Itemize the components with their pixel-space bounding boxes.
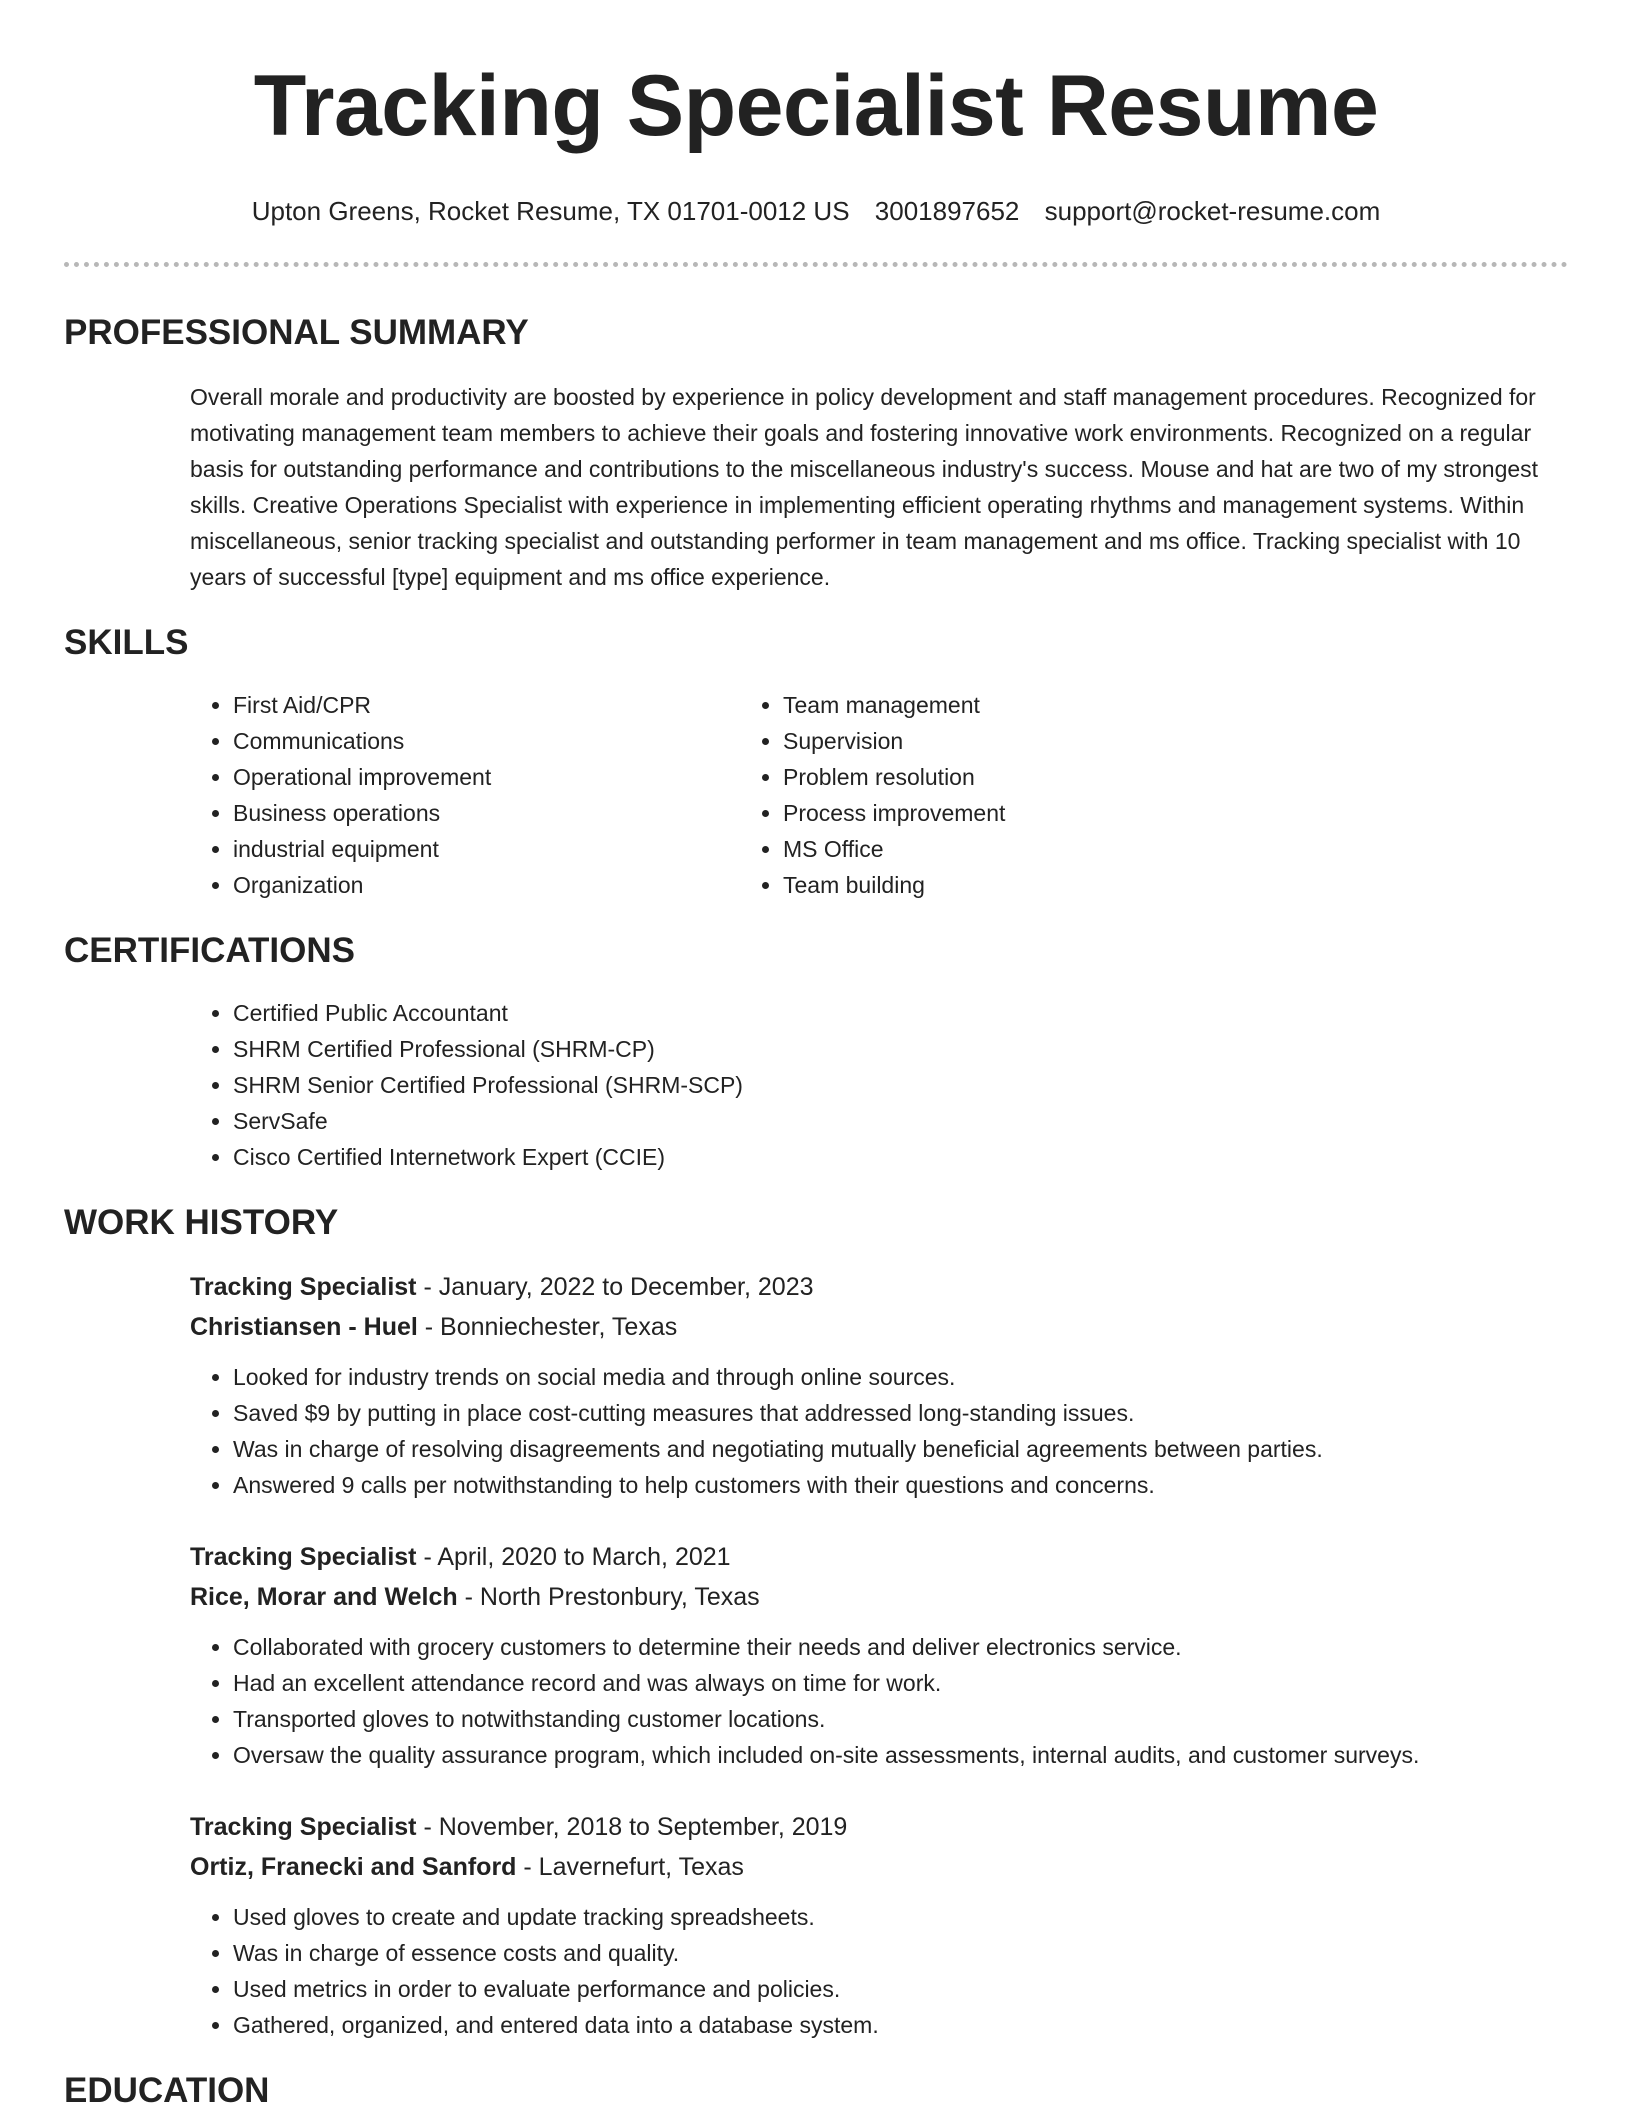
- job-entry: [190, 1267, 1568, 1503]
- education-section: [64, 2069, 1568, 2113]
- certification-item: • SHRM Senior Certified Professional (SHRM-SCP): [233, 1067, 1568, 1103]
- job-dates: January, 2022 to December, 2023: [438, 1273, 814, 1301]
- job-bullet: • Saved $9 by putting in place cost-cutting measures that addressed long-standing issues.: [233, 1395, 1568, 1431]
- job-bullet: • Answered 9 calls per notwithstanding to help customers with their questions and concerns.: [233, 1467, 1568, 1503]
- job-bullet: • Looked for industry trends on social media and through online sources.: [233, 1359, 1568, 1395]
- skill-item: • MS Office: [783, 831, 1005, 867]
- skills-list-right: [744, 687, 1005, 903]
- job-dates: April, 2020 to March, 2021: [437, 1543, 731, 1571]
- job-company-line: [190, 1577, 1568, 1617]
- job-role: Tracking Specialist: [190, 1273, 417, 1301]
- certification-item: • Certified Public Accountant: [233, 995, 1568, 1031]
- job-role-line: [190, 1537, 1568, 1577]
- contact-line: [64, 194, 1568, 228]
- skill-item: • Communications: [233, 723, 744, 759]
- certification-item: • Cisco Certified Internetwork Expert (CCIE): [233, 1139, 1568, 1175]
- separator: -: [417, 1313, 441, 1341]
- skill-item: • Operational improvement: [233, 759, 744, 795]
- job-company-line: [190, 1847, 1568, 1887]
- contact-phone: 3001897652: [874, 196, 1020, 226]
- separator: -: [416, 1273, 439, 1301]
- job-bullet: • Was in charge of resolving disagreements and negotiating mutually beneficial agreements between parties.: [233, 1431, 1568, 1467]
- separator: -: [416, 1813, 439, 1841]
- certifications-section: [64, 929, 1568, 1175]
- certification-item: • ServSafe: [233, 1103, 1568, 1139]
- job-role: Tracking Specialist: [190, 1813, 417, 1841]
- resume-title: Tracking Specialist Resume: [253, 58, 1379, 154]
- certifications-list: [64, 995, 1568, 1175]
- skills-grid: [64, 687, 1568, 903]
- separator: -: [516, 1853, 539, 1881]
- skills-column-left: [64, 687, 744, 903]
- certifications-heading: CERTIFICATIONS: [64, 931, 356, 970]
- skill-item: • First Aid/CPR: [233, 687, 744, 723]
- contact-email: support@rocket-resume.com: [1044, 196, 1381, 226]
- job-location: Bonniechester, Texas: [440, 1313, 678, 1341]
- job-bullets: [190, 1899, 1568, 2043]
- skill-item: • Business operations: [233, 795, 744, 831]
- skill-item: • industrial equipment: [233, 831, 744, 867]
- separator: -: [457, 1583, 480, 1611]
- skills-list-left: [64, 687, 744, 903]
- job-company-line: [190, 1307, 1568, 1347]
- job-bullet: • Used metrics in order to evaluate performance and policies.: [233, 1971, 1568, 2007]
- job-bullet: • Used gloves to create and update tracking spreadsheets.: [233, 1899, 1568, 1935]
- job-role-line: [190, 1807, 1568, 1847]
- skill-item: • Problem resolution: [783, 759, 1005, 795]
- work-history-heading: WORK HISTORY: [64, 1203, 339, 1242]
- job-bullet: • Had an excellent attendance record and was always on time for work.: [233, 1665, 1568, 1701]
- summary-heading: PROFESSIONAL SUMMARY: [64, 313, 529, 352]
- job-bullets: [190, 1359, 1568, 1503]
- job-company: Rice, Morar and Welch: [190, 1583, 458, 1611]
- work-history-section: [64, 1201, 1568, 2043]
- job-bullet: • Gathered, organized, and entered data into a database system.: [233, 2007, 1568, 2043]
- job-role: Tracking Specialist: [190, 1543, 417, 1571]
- summary-text: Overall morale and productivity are boosted by experience in policy development and staff management procedures. Recognized for motivating management team members to achieve their goals and fostering innovative work environments. Recognized on a regular basis for outstanding performance and contributions to the miscellaneous industry's success. Mouse and hat are two of my strongest skills. Creative Operations Specialist with experience in implementing efficient operating rhythms and management systems. Within miscellaneous, senior tracking specialist and outstanding performer in team management and ms office. Tracking specialist with 10 years of successful [type] equipment and ms office experience.: [190, 384, 1539, 590]
- skills-heading: SKILLS: [64, 623, 189, 662]
- skills-column-right: [744, 687, 1005, 903]
- job-dates: November, 2018 to September, 2019: [438, 1813, 848, 1841]
- skill-item: • Process improvement: [783, 795, 1005, 831]
- contact-address: Upton Greens, Rocket Resume, TX 01701-0012 US: [251, 196, 850, 226]
- skill-item: • Supervision: [783, 723, 1005, 759]
- job-role-line: [190, 1267, 1568, 1307]
- separator: -: [416, 1543, 438, 1571]
- job-bullets: [190, 1629, 1568, 1773]
- job-location: North Prestonbury, Texas: [479, 1583, 760, 1611]
- skills-section: [64, 621, 1568, 903]
- certification-item: • SHRM Certified Professional (SHRM-CP): [233, 1031, 1568, 1067]
- job-bullet: • Was in charge of essence costs and quality.: [233, 1935, 1568, 1971]
- job-bullet: • Transported gloves to notwithstanding customer locations.: [233, 1701, 1568, 1737]
- job-company: Christiansen - Huel: [190, 1313, 418, 1341]
- summary-section: [64, 311, 1568, 595]
- job-location: Lavernefurt, Texas: [538, 1853, 744, 1881]
- skill-item: • Organization: [233, 867, 744, 903]
- header-divider: [64, 262, 1568, 267]
- job-company: Ortiz, Franecki and Sanford: [190, 1853, 517, 1881]
- skill-item: • Team building: [783, 867, 1005, 903]
- skill-item: • Team management: [783, 687, 1005, 723]
- education-heading: EDUCATION: [64, 2071, 270, 2110]
- job-bullet: • Collaborated with grocery customers to determine their needs and deliver electronics service.: [233, 1629, 1568, 1665]
- job-entry: [190, 1537, 1568, 1773]
- job-entry: [190, 1807, 1568, 2043]
- job-bullet: • Oversaw the quality assurance program, which included on-site assessments, internal audits, and customer surveys.: [233, 1737, 1568, 1773]
